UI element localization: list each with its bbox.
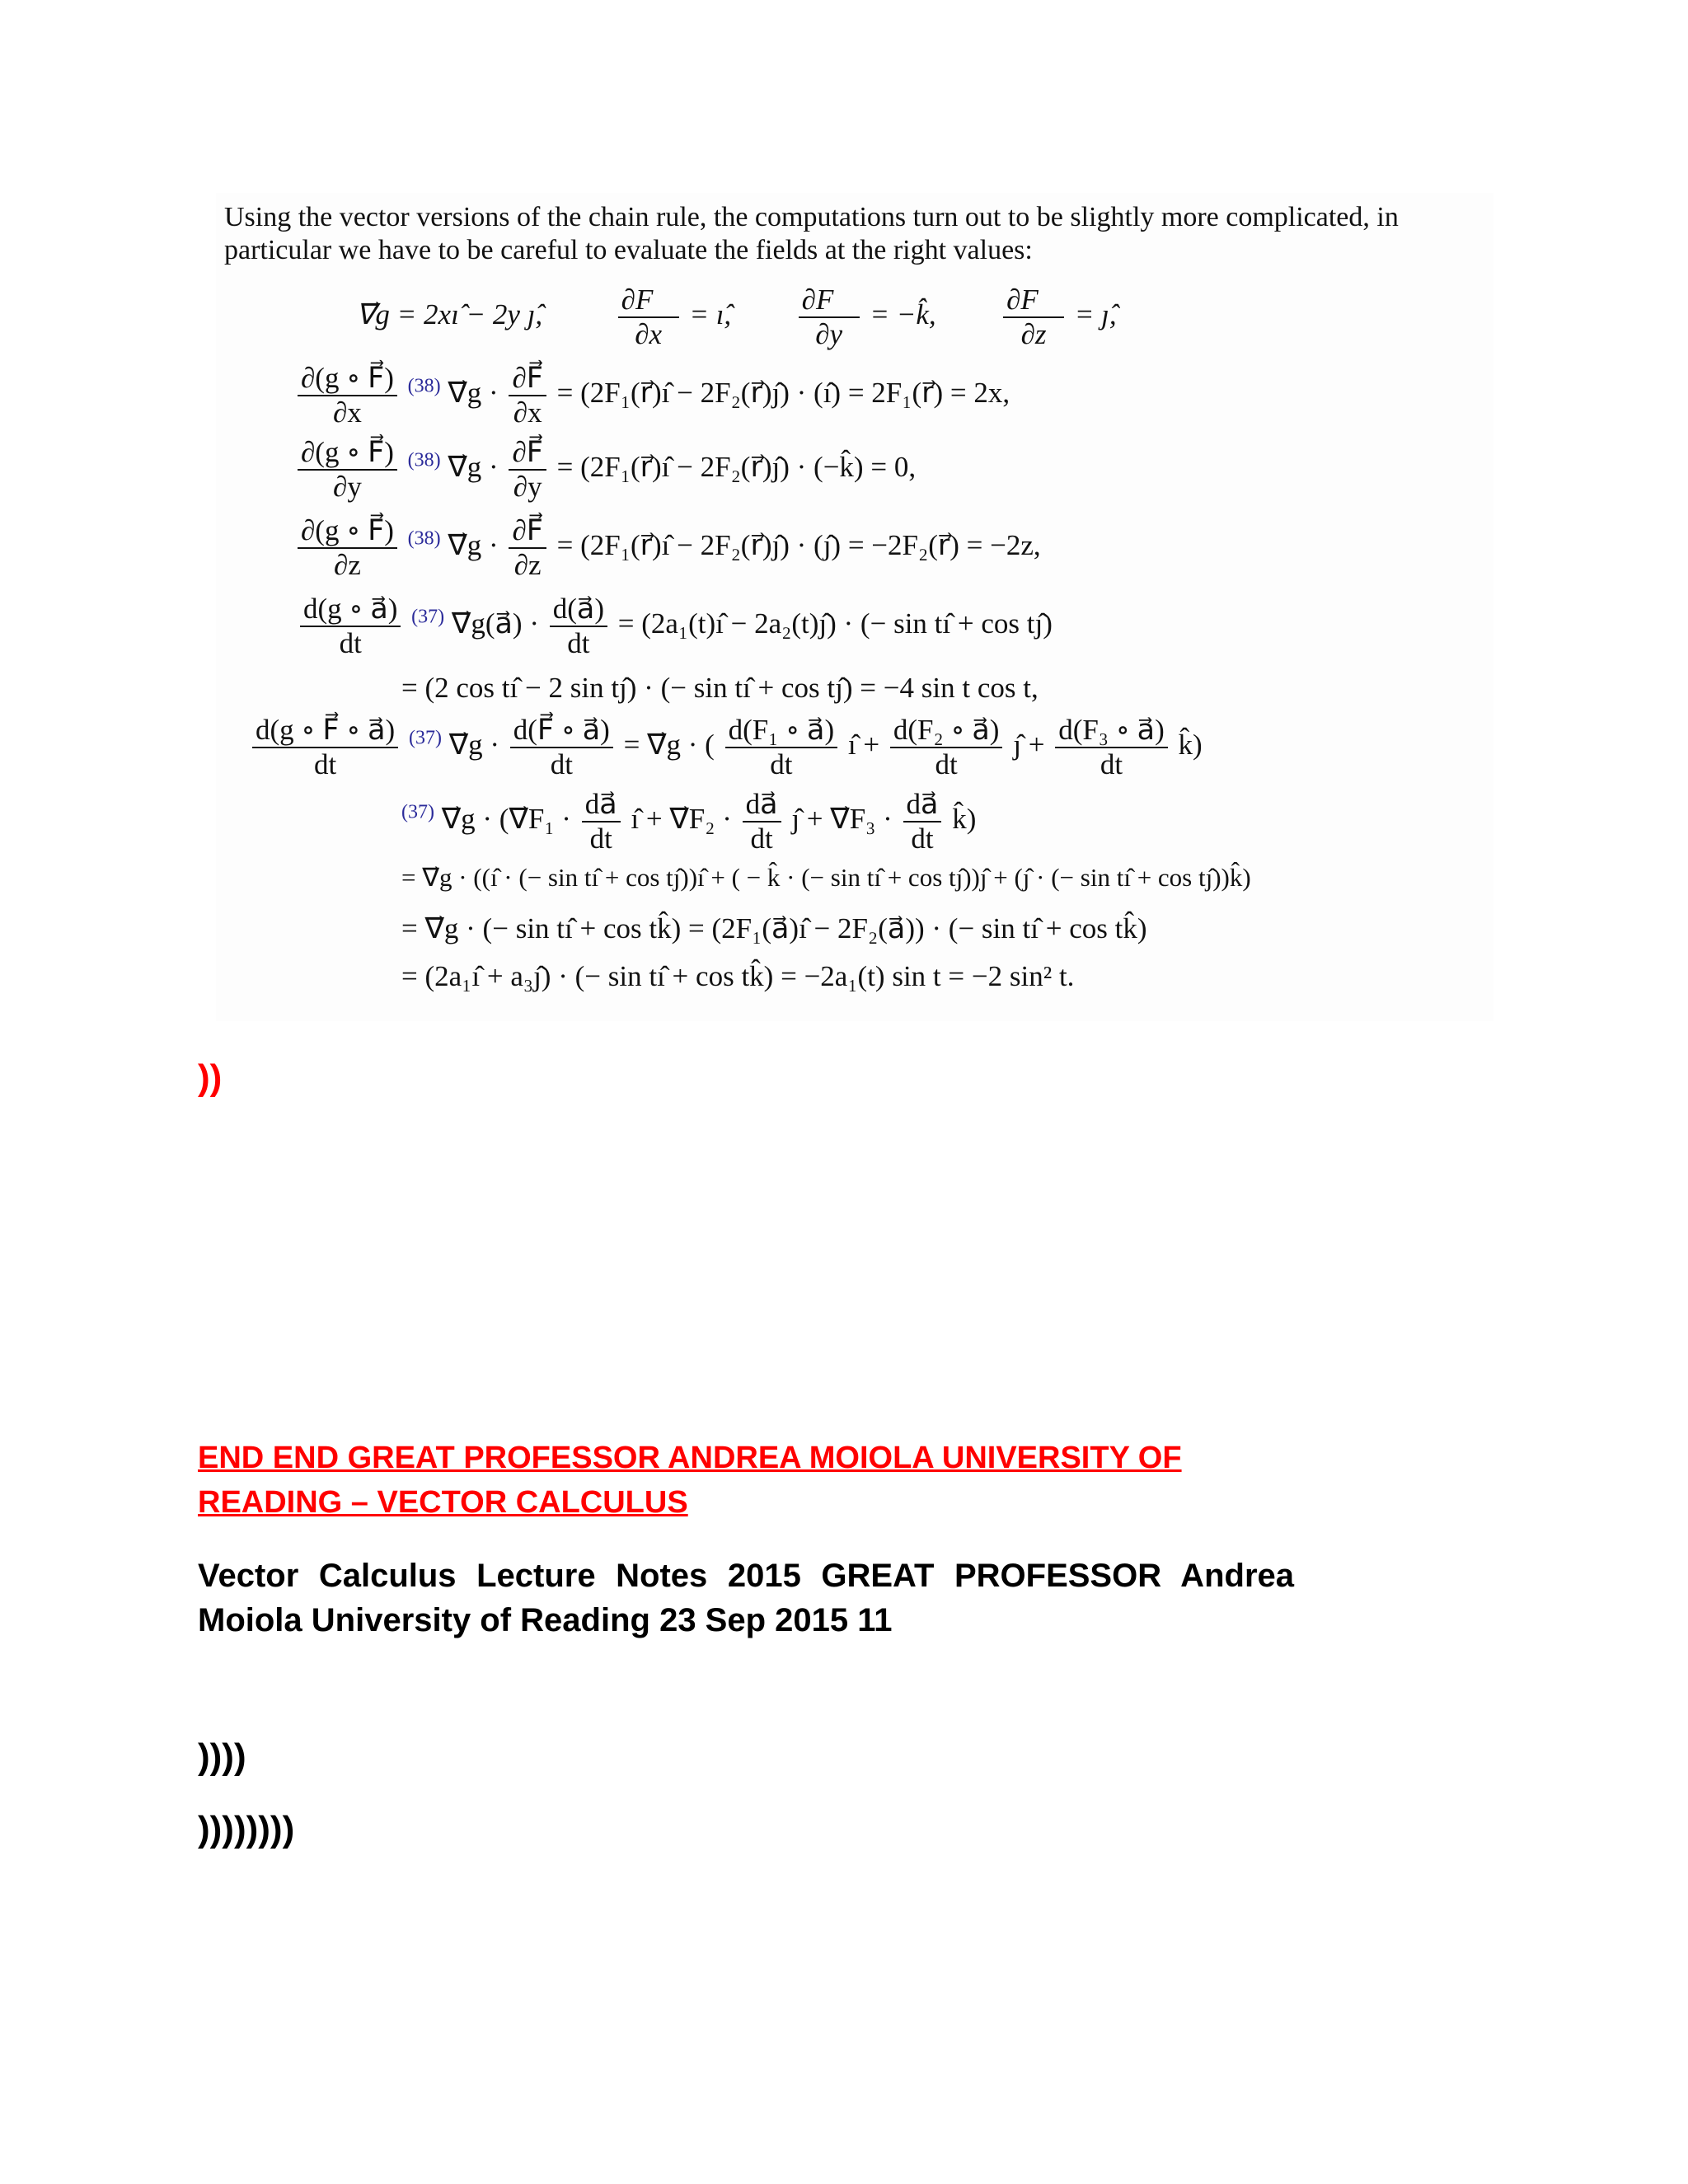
- fraction: [300, 593, 401, 660]
- fraction: [298, 514, 397, 582]
- fraction: [903, 788, 942, 855]
- equation-final-result: = (2a₁ı̂ + a₃ȷ̂) · (− sin tı̂ + cos tk̂) = −2a₁(t) sin t = −2 sin² t.: [401, 960, 1075, 992]
- denominator: ∂y: [815, 318, 843, 350]
- denominator: dt: [911, 823, 934, 855]
- term: ı̂ + ∇⃗F₂ ·: [631, 803, 732, 836]
- denominator: dt: [589, 823, 612, 855]
- denominator: ∂x: [635, 318, 663, 350]
- equation-reference: (38): [407, 527, 441, 550]
- equation-continuation: = (2 cos tı̂ − 2 sin tȷ̂) · (− sin tı̂ + cos tȷ̂) = −4 sin t cos t,: [401, 672, 1039, 704]
- fraction: [1003, 284, 1064, 351]
- right-hand-side: = (2F₁(r⃗)ı̂ − 2F₂(r⃗)ȷ̂) · (ı̂) = 2F₁(r⃗) = 2x,: [556, 377, 1010, 410]
- denominator: ∂z: [513, 549, 542, 581]
- fraction: [509, 436, 546, 504]
- denominator: dt: [550, 748, 573, 780]
- fraction: [890, 714, 1003, 781]
- numerator: d(F₂ ∘ a⃗): [890, 714, 1003, 748]
- numerator: da⃗: [743, 788, 781, 823]
- unit-vector: ı̂ +: [847, 729, 880, 762]
- heading-link[interactable]: END END GREAT PROFESSOR ANDREA MOIOLA UNIVERSITY OF READING – VECTOR CALCULUS: [198, 1441, 1182, 1520]
- equation-partial-z: [294, 514, 1041, 582]
- equation-reference: (37): [411, 606, 445, 628]
- operator: ∇⃗g ·: [448, 377, 499, 410]
- equation-reference: (37): [408, 727, 442, 749]
- numerator: d(g ∘ a⃗): [300, 593, 401, 627]
- denominator: ∂y: [513, 471, 542, 503]
- value: = −k̂,: [870, 298, 936, 331]
- right-hand-side: = (2F₁(r⃗)ı̂ − 2F₂(r⃗)ȷ̂) · (ȷ̂) = −2F₂(r⃗) = −2z,: [556, 529, 1041, 562]
- fraction: [298, 436, 397, 504]
- equation-expanded-products: = ∇⃗g · ((ı̂ · (− sin tı̂ + cos tȷ̂))ı̂ + ( − k̂ · (− sin tı̂ + cos tȷ̂))ȷ̂ + (ȷ̂ · (− sin tı̂ + cos tȷ̂))k̂): [401, 863, 1251, 892]
- grad-g-expression: ∇⃗g = 2xı̂ − 2y ȷ̂,: [356, 298, 543, 331]
- unit-vector: k̂): [1178, 729, 1203, 762]
- fraction: [298, 362, 397, 429]
- denominator: dt: [750, 823, 773, 855]
- numerator: ∂F⃗: [509, 514, 546, 549]
- equation-gradient-expansion: [401, 788, 976, 855]
- paren-marker: )))): [198, 1736, 246, 1777]
- operator: ∇⃗g(a⃗) ·: [451, 607, 539, 640]
- equation-partial-y: [294, 436, 916, 504]
- numerator: ∂F⃗: [509, 362, 546, 396]
- numerator: da⃗: [903, 788, 942, 823]
- notes-citation: Vector Calculus Lecture Notes 2015 GREAT PROFESSOR Andrea Moiola University of Reading 23 Sep 2015 11: [198, 1558, 1294, 1638]
- denominator: dt: [313, 748, 337, 780]
- equation-composite-derivative: [249, 714, 1203, 781]
- fraction: [550, 593, 607, 660]
- denominator: ∂z: [1020, 318, 1047, 350]
- intro-paragraph: Using the vector versions of the chain rule, the computations turn out to be slightly more complicated, in particular we have to be careful to evaluate the fields at the right values:: [224, 202, 1399, 265]
- value: = ȷ̂,: [1074, 298, 1117, 331]
- numerator: ∂(g ∘ F⃗): [298, 436, 397, 471]
- numerator: ∂(g ∘ F⃗): [298, 362, 397, 396]
- paren-marker: )))))))): [198, 1809, 295, 1849]
- right-hand-side: = (2F₁(r⃗)ı̂ − 2F₂(r⃗)ȷ̂) · (−k̂) = 0,: [556, 451, 917, 484]
- denominator: dt: [339, 627, 362, 659]
- fraction: [510, 714, 613, 781]
- fraction: [582, 788, 621, 855]
- numerator: d(F₁ ∘ a⃗): [725, 714, 838, 748]
- equation-partial-x: [294, 362, 1010, 429]
- operator: ∇⃗g ·: [448, 529, 499, 562]
- paren-marker: )): [198, 1057, 223, 1098]
- denominator: dt: [935, 748, 958, 780]
- operator: ∇⃗g ·: [448, 451, 499, 484]
- numerator: d(g ∘ F⃗ ∘ a⃗): [252, 714, 398, 748]
- denominator: ∂x: [513, 396, 542, 429]
- scanned-math-excerpt: [216, 193, 1493, 1021]
- numerator: ∂F⃗: [618, 284, 679, 318]
- numerator: ∂F⃗: [1003, 284, 1064, 318]
- operator: ∇⃗g ·: [448, 729, 500, 762]
- denominator: dt: [567, 627, 590, 659]
- denominator: ∂z: [334, 549, 361, 581]
- equation-reference: (38): [407, 449, 441, 471]
- equation-reference: (37): [401, 801, 434, 823]
- numerator: da⃗: [582, 788, 621, 823]
- fraction: [1055, 714, 1168, 781]
- operator: = ∇⃗g · (: [623, 729, 715, 762]
- right-hand-side: = (2a₁(t)ı̂ − 2a₂(t)ȷ̂) · (− sin tı̂ + cos tȷ̂): [617, 607, 1053, 640]
- numerator: d(F₃ ∘ a⃗): [1055, 714, 1168, 748]
- numerator: ∂(g ∘ F⃗): [298, 514, 397, 549]
- fraction: [799, 284, 860, 351]
- fraction: [618, 284, 679, 351]
- fraction: [509, 514, 546, 582]
- equation-simplification: = ∇⃗g · (− sin tı̂ + cos tk̂) = (2F₁(a⃗)ı̂ − 2F₂(a⃗)) · (− sin tı̂ + cos tk̂): [401, 912, 1147, 944]
- equation-total-derivative: [297, 593, 1053, 660]
- equation-gradients: [356, 284, 1117, 351]
- denominator: ∂x: [333, 396, 362, 429]
- fraction: [252, 714, 398, 781]
- numerator: d(a⃗): [550, 593, 607, 627]
- numerator: ∂F⃗: [799, 284, 860, 318]
- numerator: ∂F⃗: [509, 436, 546, 471]
- denominator: dt: [1100, 748, 1123, 780]
- fraction: [509, 362, 546, 429]
- fraction: [725, 714, 838, 781]
- value: = ı̂,: [689, 298, 732, 331]
- fraction: [743, 788, 781, 855]
- denominator: ∂y: [333, 471, 362, 503]
- numerator: d(F⃗ ∘ a⃗): [510, 714, 613, 748]
- term: ȷ̂ + ∇⃗F₃ ·: [791, 803, 893, 836]
- unit-vector: ȷ̂ +: [1013, 729, 1045, 762]
- denominator: dt: [770, 748, 793, 780]
- term: k̂): [952, 803, 977, 836]
- equation-reference: (38): [407, 375, 441, 397]
- term: ∇⃗g · (∇⃗F₁ ·: [441, 803, 571, 836]
